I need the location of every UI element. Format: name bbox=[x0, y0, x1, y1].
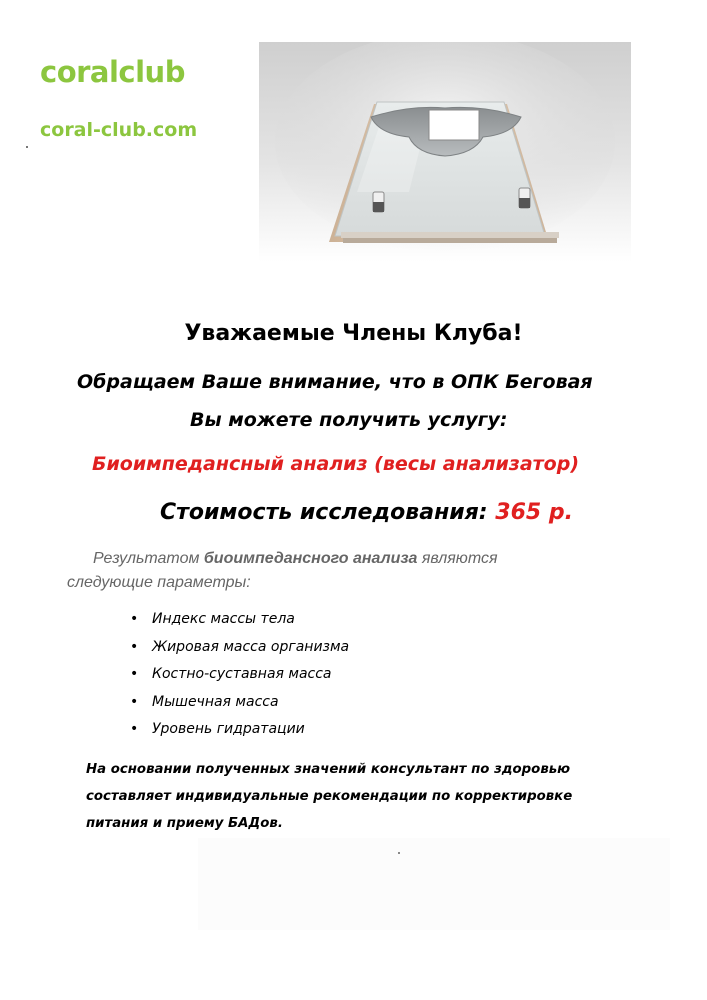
cost-label: Стоимость исследования: bbox=[160, 500, 488, 525]
result-intro bbox=[67, 547, 627, 595]
list-item bbox=[130, 606, 349, 634]
bullet-icon: • bbox=[130, 666, 139, 682]
page-title: Уважаемые Члены Клуба! bbox=[184, 321, 523, 346]
website-url: coral-club.com bbox=[40, 119, 198, 141]
consultation-line-3: питания и приему БАДов. bbox=[86, 816, 283, 831]
result-line-1 bbox=[67, 547, 627, 571]
parameter-label: Мышечная масса bbox=[152, 693, 279, 710]
list-item bbox=[130, 716, 349, 744]
list-item bbox=[130, 634, 349, 662]
coralclub-logo: coralclub bbox=[40, 55, 185, 89]
notice-line-1: Обращаем Ваше внимание, что в ОПК Беговая bbox=[77, 371, 593, 393]
consultation-text bbox=[86, 756, 646, 837]
bathroom-scale-image bbox=[259, 42, 631, 262]
result-bold: биоимпедансного анализа bbox=[203, 550, 418, 567]
bullet-icon: • bbox=[130, 611, 139, 627]
bullet-icon: • bbox=[130, 693, 139, 710]
parameter-label: Уровень гидратации bbox=[152, 721, 305, 737]
list-item bbox=[130, 689, 349, 717]
result-suffix: являются bbox=[417, 550, 498, 567]
parameter-label: Жировая масса организма bbox=[152, 638, 350, 655]
result-prefix: Результатом bbox=[93, 550, 204, 567]
stray-dot bbox=[398, 852, 400, 854]
cost-line bbox=[160, 502, 573, 524]
parameters-list bbox=[130, 606, 349, 744]
consultation-line-2: составляет индивидуальные рекомендации по корректировке bbox=[86, 789, 573, 804]
bullet-icon: • bbox=[130, 638, 139, 655]
stray-dot bbox=[26, 146, 28, 148]
bullet-icon: • bbox=[130, 721, 139, 737]
list-item bbox=[130, 661, 349, 689]
parameter-label: Индекс массы тела bbox=[152, 611, 295, 627]
parameter-label: Костно-суставная масса bbox=[152, 666, 332, 682]
consultation-line-1: На основании полученных значений консультант по здоровью bbox=[86, 762, 571, 777]
result-line-2: следующие параметры: bbox=[67, 574, 251, 591]
cost-price: 365 р. bbox=[495, 500, 573, 525]
notice-line-2: Вы можете получить услугу: bbox=[190, 409, 508, 431]
service-name: Биоимпедансный анализ (весы анализатор) bbox=[92, 453, 580, 475]
faint-background-area bbox=[198, 838, 670, 930]
